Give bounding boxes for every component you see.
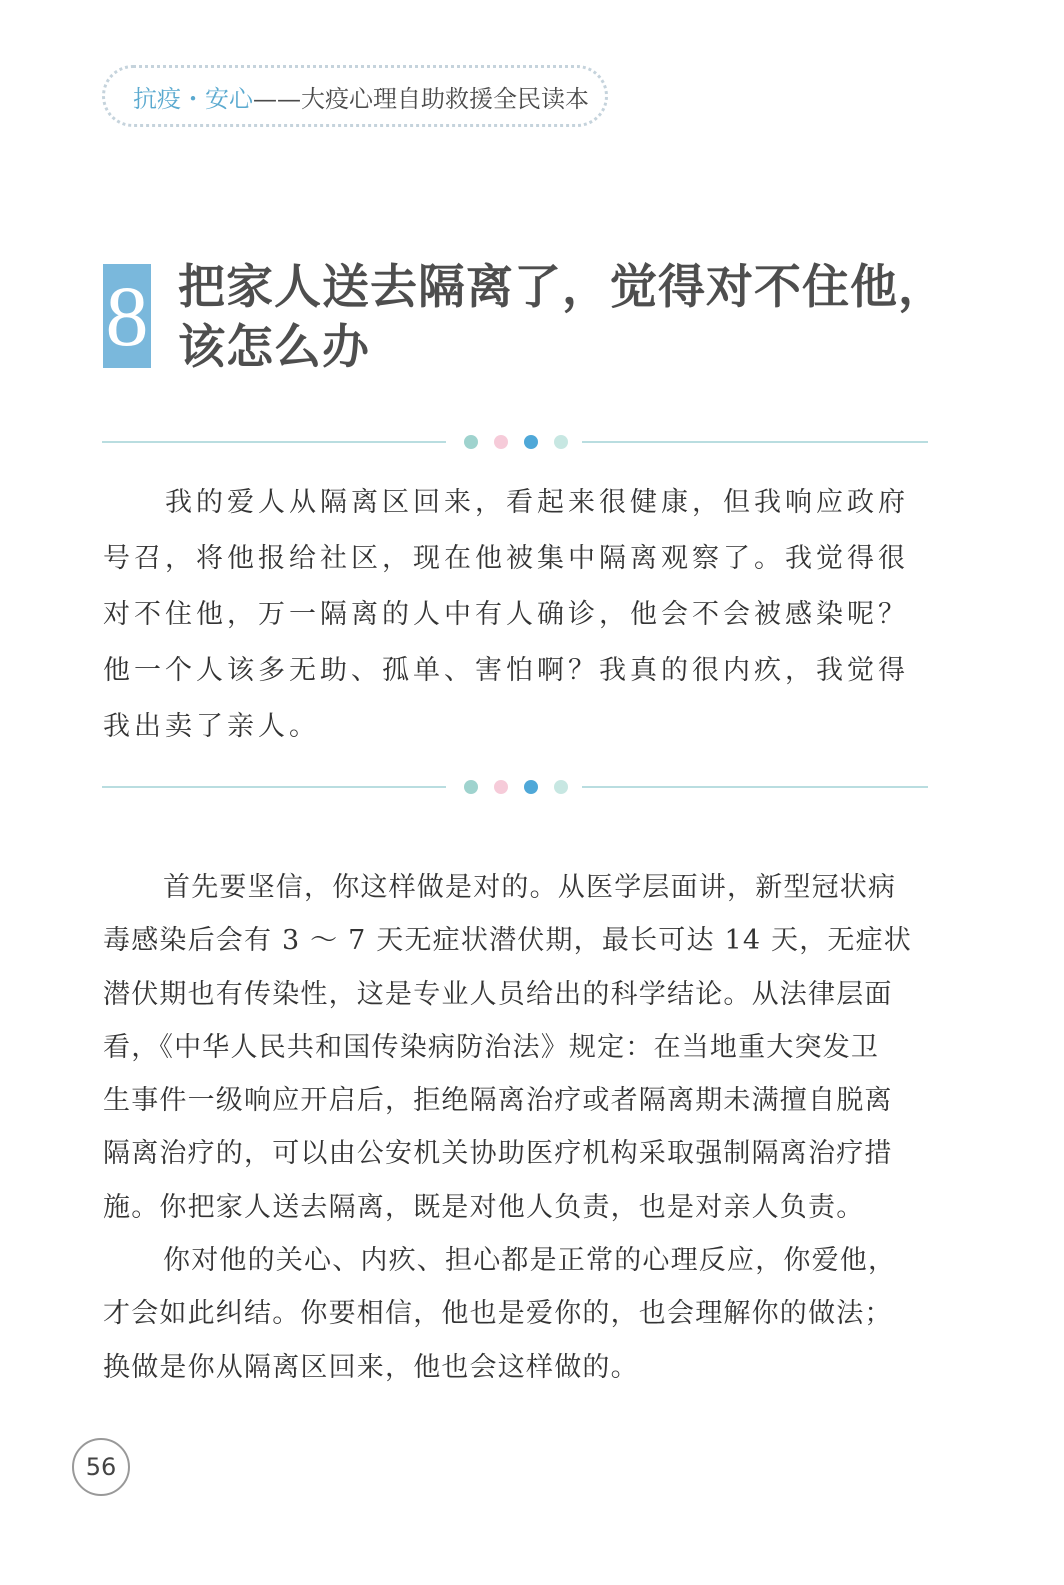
book-title-header	[102, 65, 608, 127]
answer-line: 施。你把家人送去隔离，既是对他人负责，也是对亲人负责。	[103, 1191, 865, 1223]
divider-dot	[494, 435, 508, 449]
answer-line: 毒感染后会有 3 ～ 7 天无症状潜伏期，最长可达 14 天，无症状	[103, 925, 913, 957]
divider-line	[102, 786, 446, 788]
page-number: 56	[72, 1438, 130, 1496]
ornamental-divider-top	[102, 434, 928, 450]
chapter-number-badge: 8	[103, 264, 151, 368]
question-line: 号召，将他报给社区，现在他被集中隔离观察了。我觉得很	[103, 543, 909, 574]
divider-line	[102, 441, 446, 443]
ornamental-divider-bottom	[102, 779, 928, 795]
divider-dot	[494, 780, 508, 794]
divider-dot	[464, 780, 478, 794]
answer-line: 潜伏期也有传染性，这是专业人员给出的科学结论。从法律层面	[103, 978, 893, 1010]
chapter-title-line: 把家人送去隔离了，觉得对不住他，	[178, 260, 946, 315]
divider-dot	[554, 780, 568, 794]
answer-line: 才会如此纠结。你要相信，他也是爱你的，也会理解你的做法；	[103, 1298, 893, 1330]
answer-line: 生事件一级响应开启后，拒绝隔离治疗或者隔离期未满擅自脱离	[103, 1085, 893, 1117]
divider-dot	[524, 780, 538, 794]
answer-line: 你对他的关心、内疚、担心都是正常的心理反应，你爱他，	[163, 1245, 897, 1277]
answer-line: 换做是你从隔离区回来，他也会这样做的。	[103, 1351, 639, 1383]
answer-line: 隔离治疗的，可以由公安机关协助医疗机构采取强制隔离治疗措	[103, 1138, 893, 1170]
book-series-accent: 抗疫・安心	[133, 84, 253, 113]
question-line: 我的爱人从隔离区回来，看起来很健康，但我响应政府	[165, 487, 909, 518]
book-title-text: ——大疫心理自助救援全民读本	[253, 84, 589, 113]
divider-line	[582, 786, 928, 788]
question-line: 对不住他，万一隔离的人中有人确诊，他会不会被感染呢？	[103, 599, 909, 630]
divider-dot	[554, 435, 568, 449]
answer-line: 首先要坚信，你这样做是对的。从医学层面讲，新型冠状病	[163, 872, 897, 903]
question-line: 我出卖了亲人。	[103, 711, 320, 742]
divider-line	[582, 441, 928, 443]
chapter-title	[178, 258, 958, 378]
divider-dot	[524, 435, 538, 449]
answer-body	[103, 861, 943, 1394]
answer-line: 看，《中华人民共和国传染病防治法》规定：在当地重大突发卫	[103, 1031, 880, 1063]
chapter-title-line: 该怎么办	[178, 320, 370, 375]
divider-dot	[464, 435, 478, 449]
reader-question	[103, 475, 933, 755]
question-line: 他一个人该多无助、孤单、害怕啊？我真的很内疚，我觉得	[103, 655, 909, 686]
